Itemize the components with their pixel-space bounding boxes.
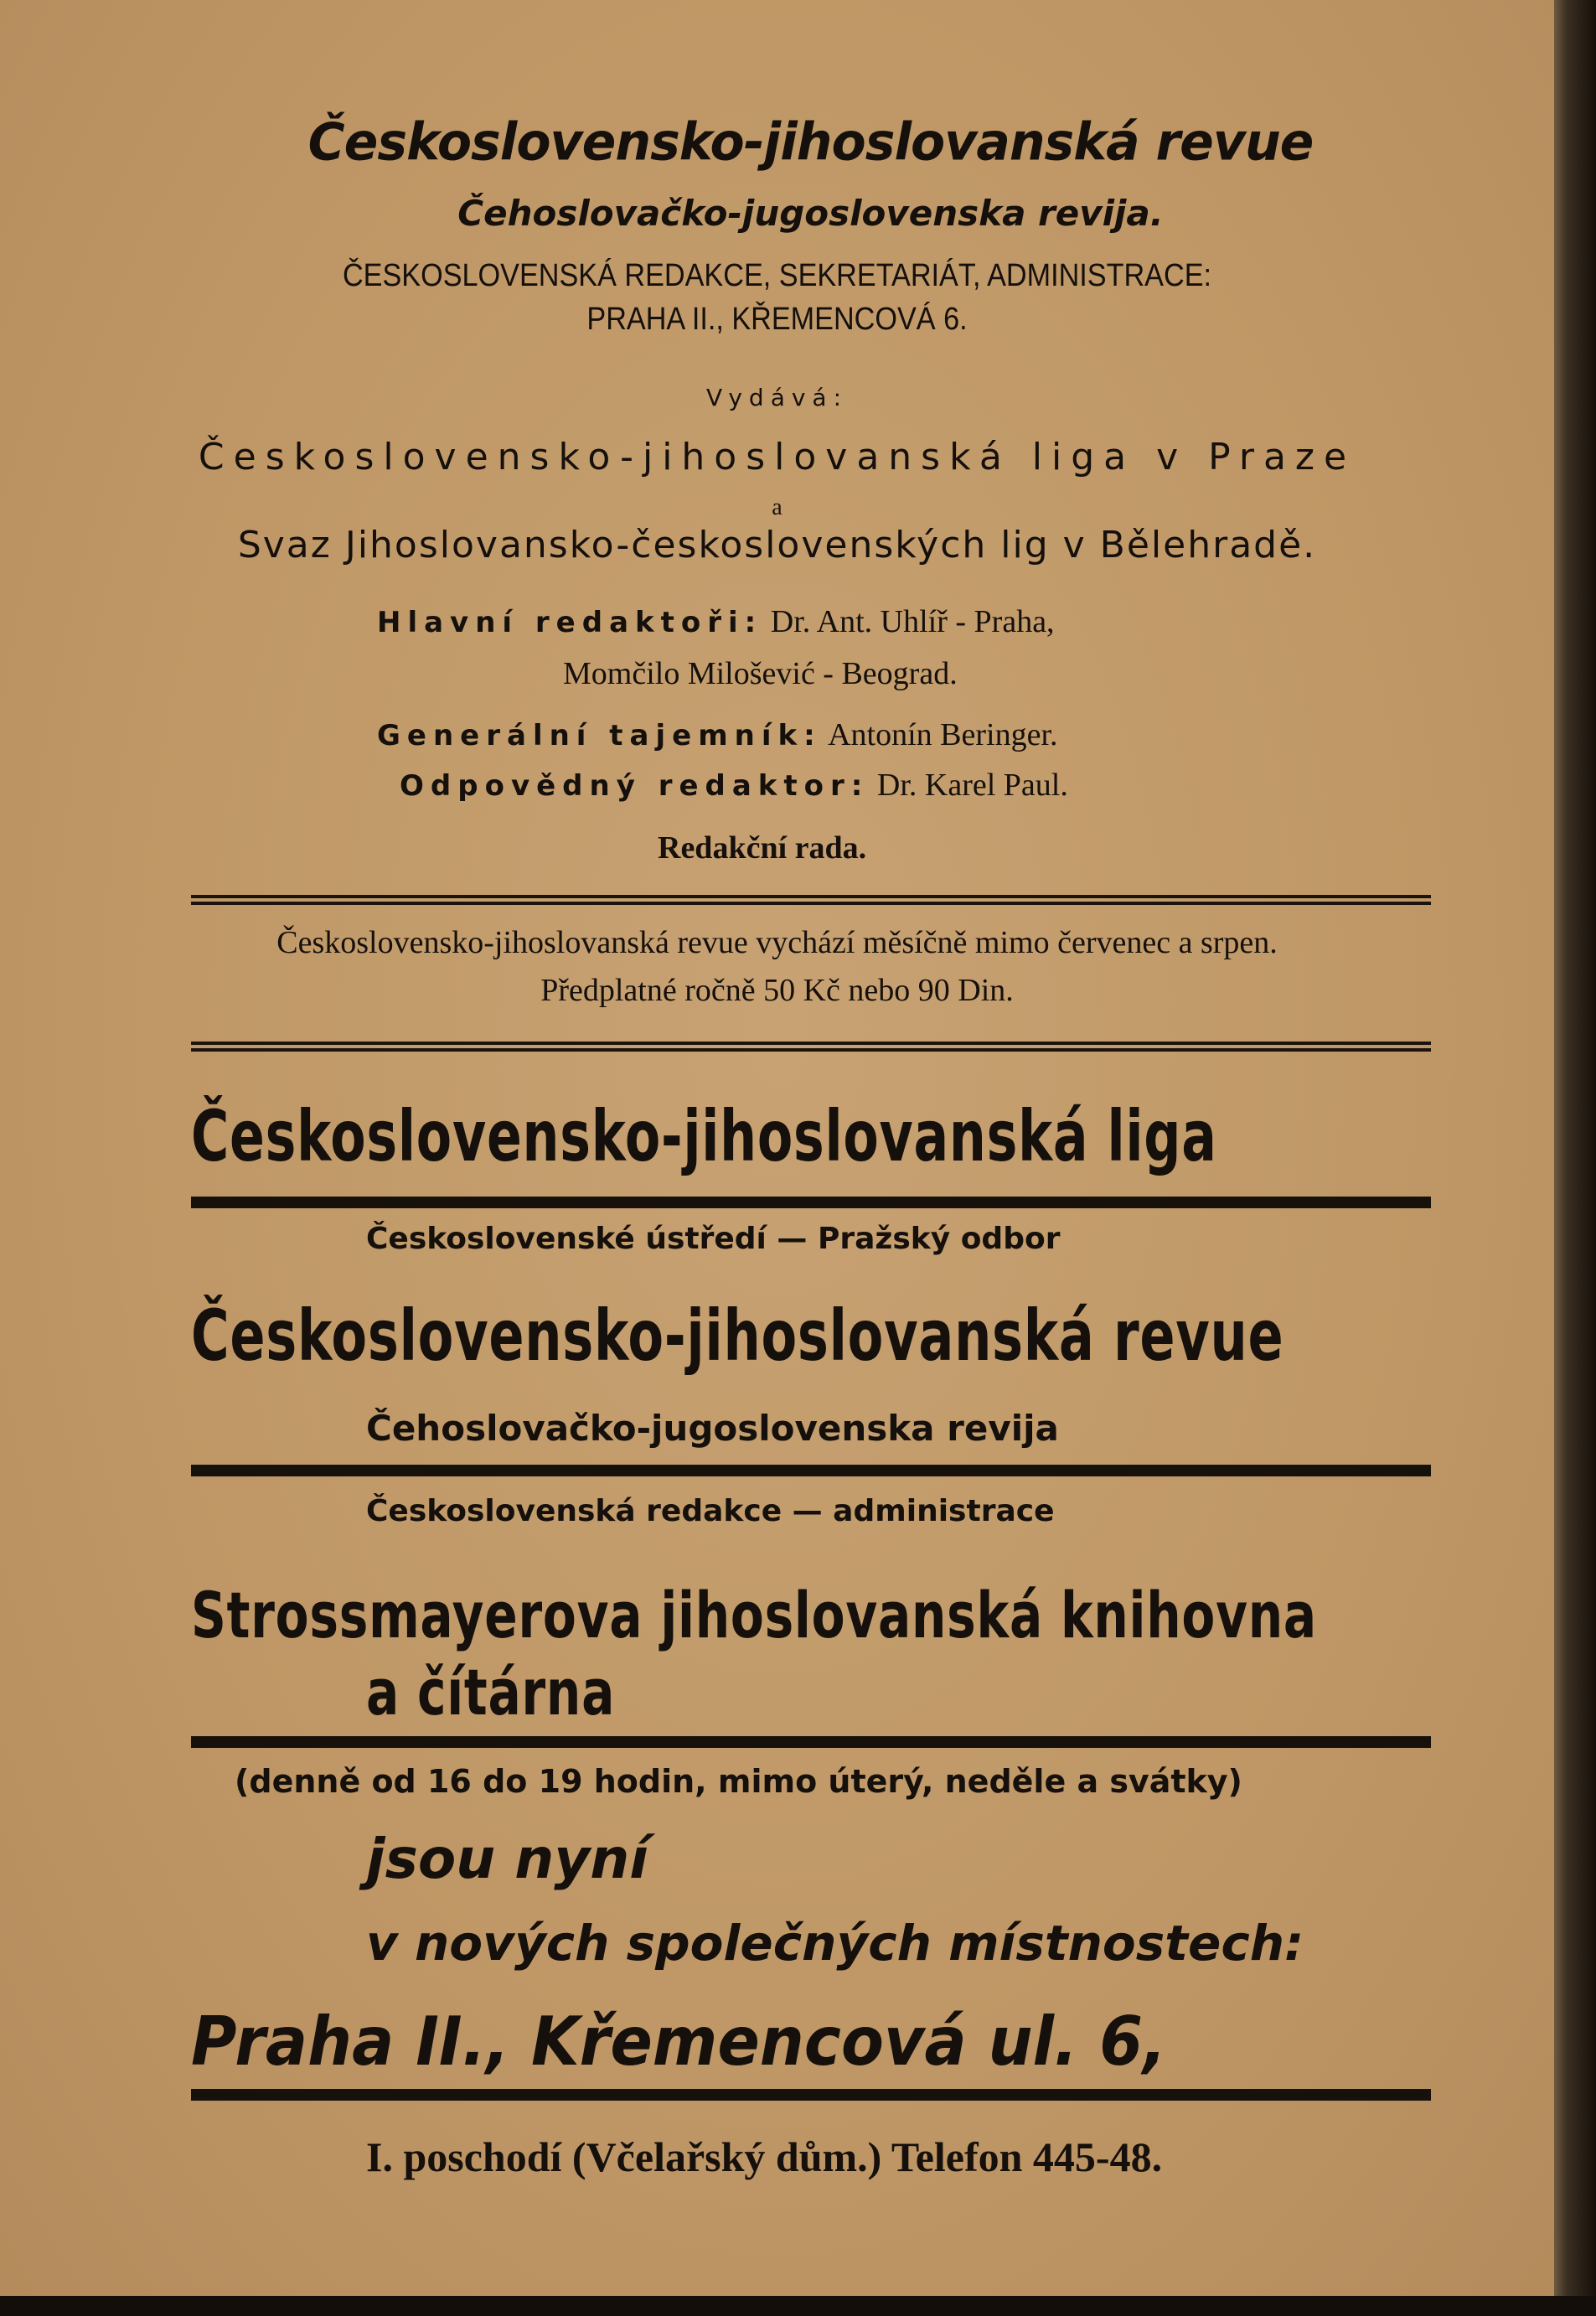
revue-office: Československá redakce — administrace bbox=[366, 1494, 1055, 1528]
now-located-line-1: jsou nyní bbox=[366, 1827, 648, 1891]
double-rule-top bbox=[191, 895, 1431, 905]
editors-row bbox=[377, 603, 1055, 640]
journal-title: Československo-jihoslovanská revue bbox=[307, 112, 1314, 173]
league-heading: Československo-jihoslovanská liga bbox=[191, 1095, 1217, 1177]
publisher-1: Československo-jihoslovanská liga v Praze bbox=[198, 436, 1356, 478]
editor-1: Dr. Ant. Uhlíř - Praha, bbox=[770, 604, 1055, 639]
publisher-2: Svaz Jihoslovansko-československých lig v Bělehradě. bbox=[237, 524, 1317, 566]
double-rule-bottom bbox=[191, 1042, 1431, 1052]
now-located-line-2: v nových společných místnostech: bbox=[366, 1915, 1304, 1972]
heavy-rule-3 bbox=[191, 1736, 1431, 1748]
editorial-board: Redakční rada. bbox=[658, 830, 867, 866]
secretary-row bbox=[377, 716, 1058, 753]
library-heading-2: a čítárna bbox=[366, 1655, 616, 1729]
editors-label: Hlavní redaktoři: bbox=[377, 606, 763, 639]
opening-hours: (denně od 16 do 19 hodin, mimo úterý, neděle a svátky) bbox=[235, 1763, 1242, 1800]
heavy-rule-1 bbox=[191, 1197, 1431, 1208]
responsible-name: Dr. Karel Paul. bbox=[876, 768, 1068, 803]
new-address: Praha II., Křemencová ul. 6, bbox=[191, 2003, 1167, 2081]
secretary-label: Generální tajemník: bbox=[377, 719, 822, 752]
subscription-note: Předplatné ročně 50 Kč nebo 90 Din. bbox=[540, 973, 1014, 1008]
heavy-rule-2 bbox=[191, 1465, 1431, 1476]
responsible-row bbox=[400, 767, 1068, 804]
responsible-label: Odpovědný redaktor: bbox=[400, 769, 870, 803]
address-line-2: PRAHA II., KŘEMENCOVÁ 6. bbox=[586, 302, 968, 337]
editor-2: Momčilo Milošević - Beograd. bbox=[563, 656, 958, 691]
publisher-label: Vydává: bbox=[705, 384, 849, 411]
page-bottom-edge bbox=[0, 2296, 1596, 2316]
heavy-rule-4 bbox=[191, 2089, 1431, 2101]
revue-subheading: Čehoslovačko-jugoslovenska revija bbox=[366, 1408, 1059, 1449]
secretary-name: Antonín Beringer. bbox=[828, 717, 1058, 752]
floor-and-phone: I. poschodí (Včelařský dům.) Telefon 445-48. bbox=[366, 2133, 1163, 2180]
conjunction: a bbox=[772, 494, 783, 520]
address-line-1: ČESKOSLOVENSKÁ REDAKCE, SEKRETARIÁT, ADMINISTRACE: bbox=[342, 258, 1212, 293]
frequency-note: Československo-jihoslovanská revue vychází měsíčně mimo červenec a srpen. bbox=[276, 925, 1278, 960]
journal-subtitle: Čehoslovačko-jugoslovenska revija. bbox=[457, 193, 1164, 234]
league-subheading: Československé ústředí — Pražský odbor bbox=[366, 1222, 1061, 1256]
book-spine-edge bbox=[1554, 0, 1596, 2316]
library-heading: Strossmayerova jihoslovanská knihovna bbox=[191, 1578, 1317, 1652]
revue-heading: Československo-jihoslovanská revue bbox=[191, 1295, 1284, 1377]
